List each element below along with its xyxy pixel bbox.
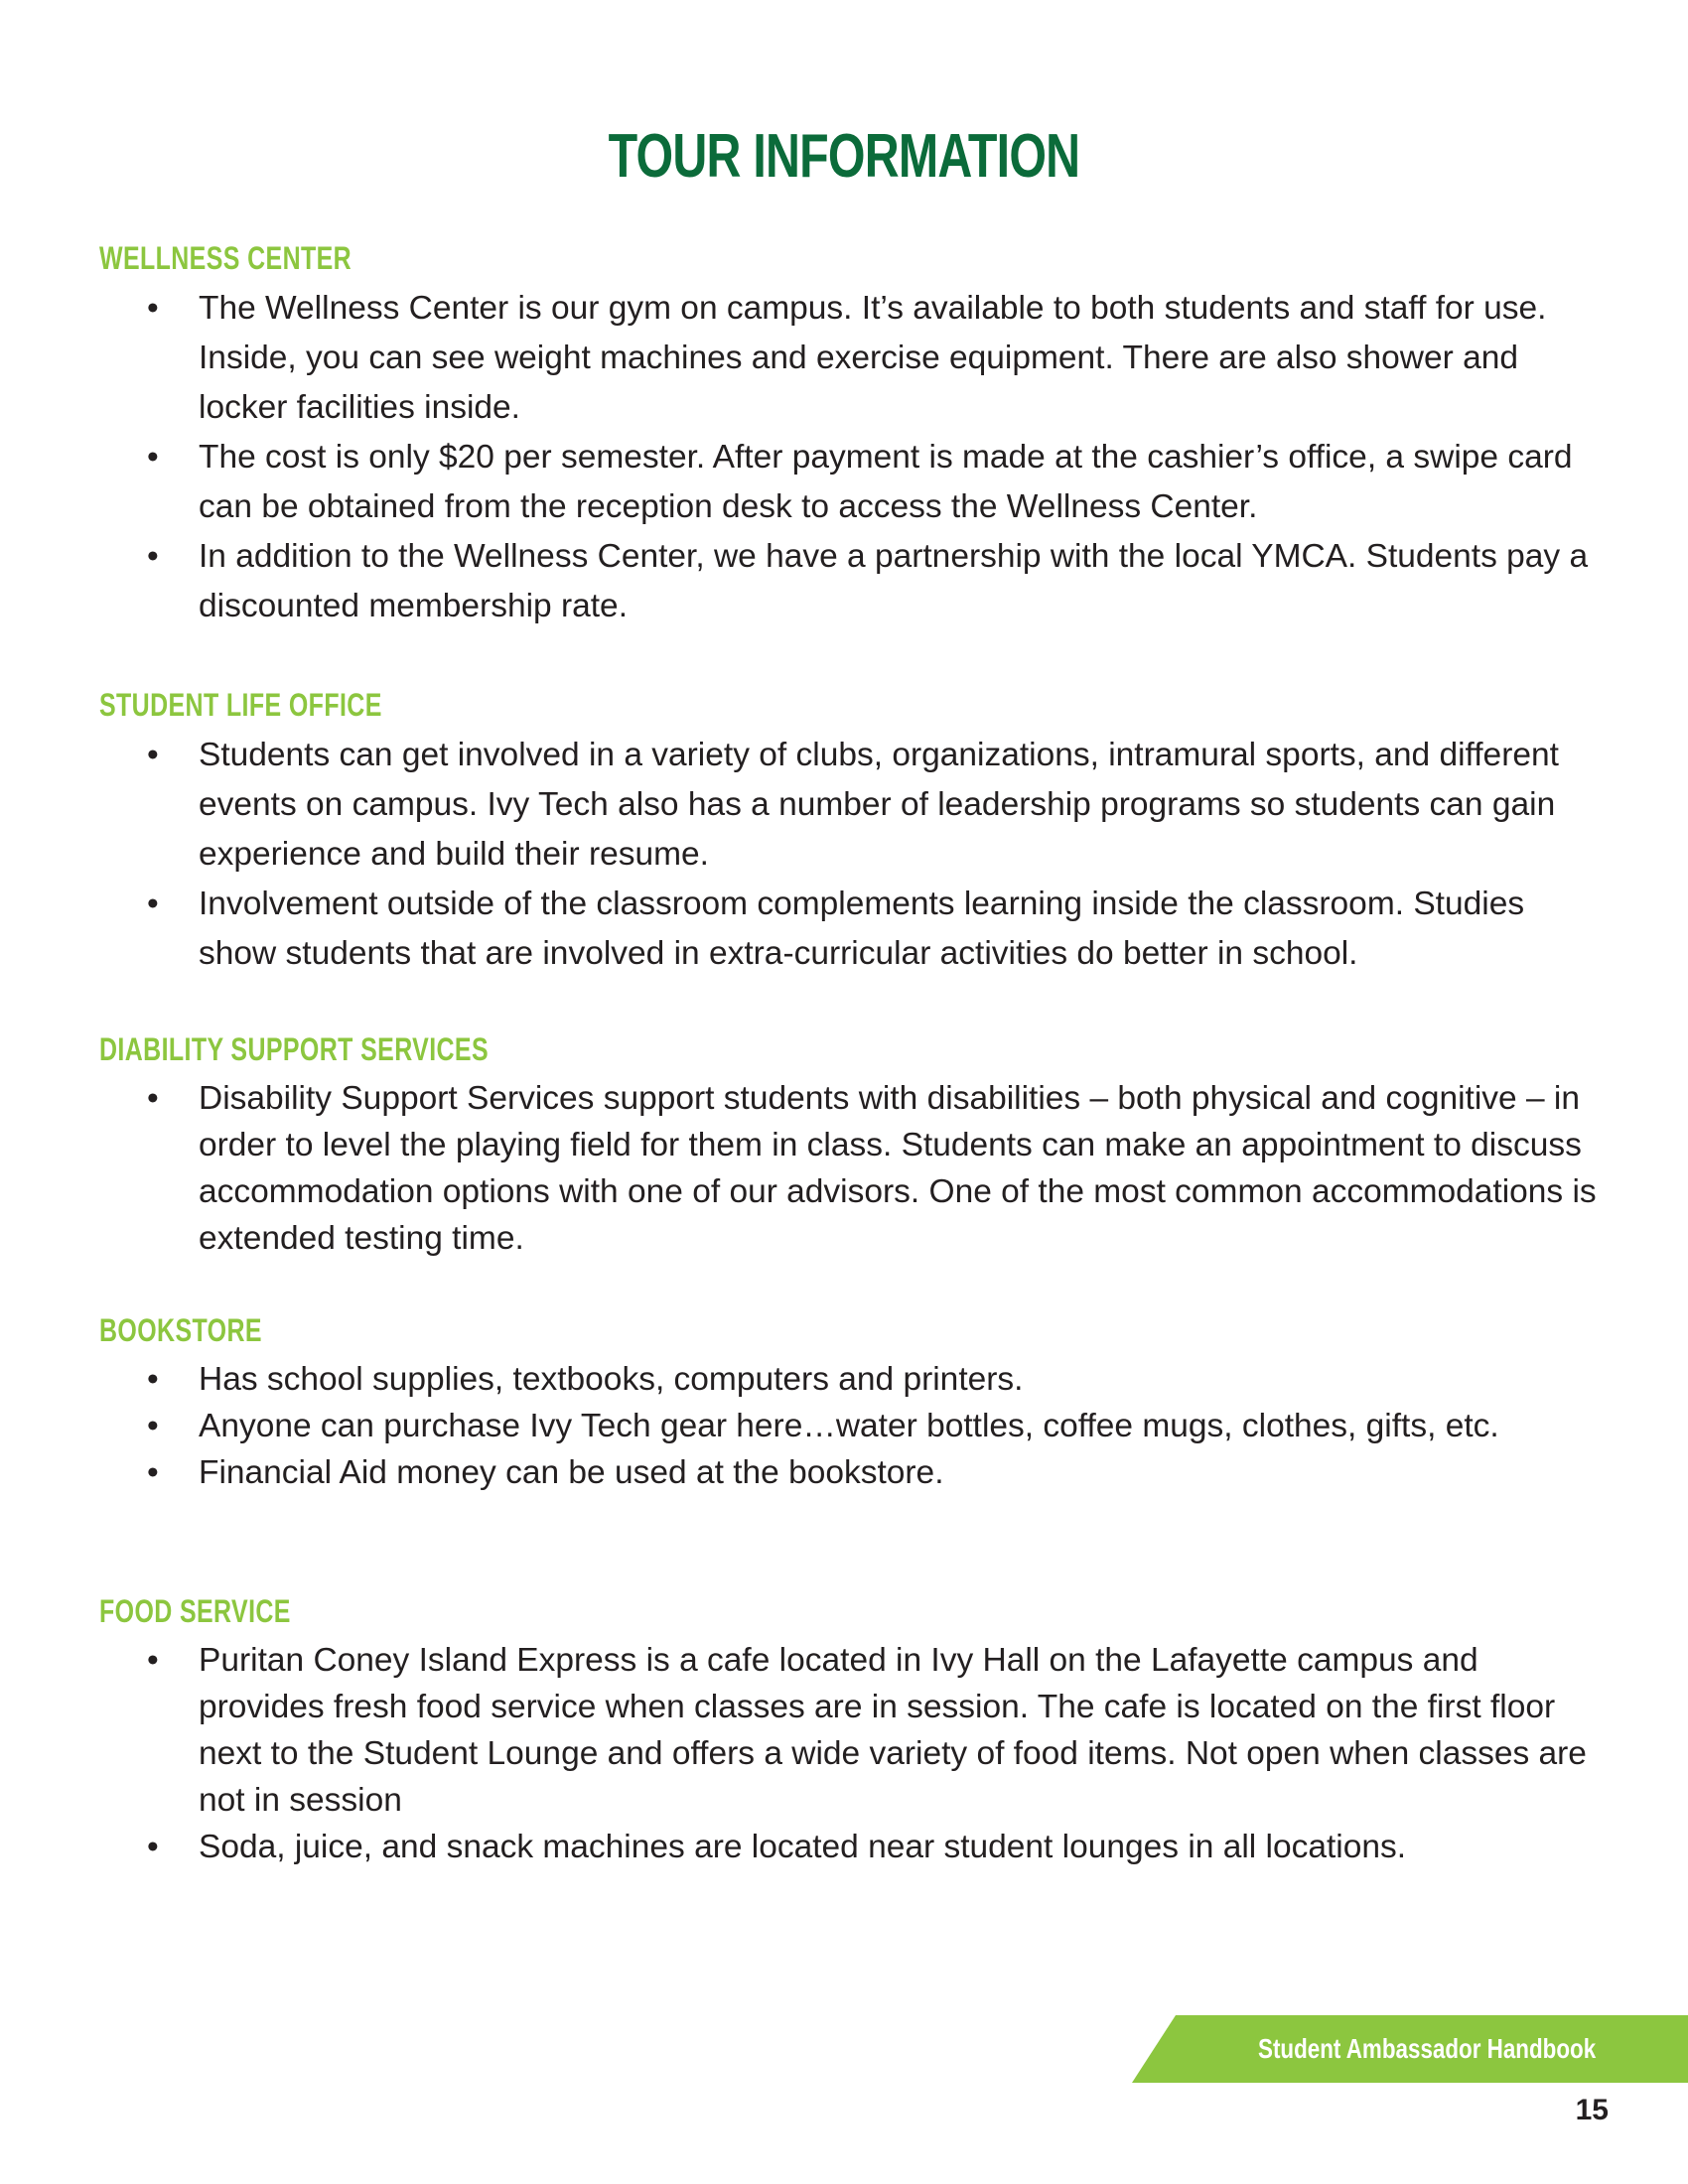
footer-label: Student Ambassador Handbook: [1258, 2033, 1597, 2064]
bullet-list: [99, 1075, 1609, 1262]
list-item-text: The cost is only $20 per semester. After payment is made at the cashier’s office, a swipe card can be obtained from the reception desk to access the Wellness Center.: [199, 439, 1573, 525]
bullet-icon: •: [147, 538, 159, 575]
bullet-icon: •: [147, 1361, 159, 1398]
section-heading: STUDENT LIFE OFFICE: [99, 687, 382, 723]
section-wellness-center: [99, 238, 1609, 631]
section-student-life-office: [99, 685, 1609, 979]
list-item-text: Anyone can purchase Ivy Tech gear here…water bottles, coffee mugs, clothes, gifts, etc.: [199, 1408, 1499, 1444]
list-item: [99, 532, 1609, 631]
bullet-icon: •: [147, 737, 159, 773]
list-item: [99, 1637, 1609, 1824]
list-item-text: Soda, juice, and snack machines are located near student lounges in all locations.: [199, 1829, 1407, 1865]
bullet-icon: •: [147, 1454, 159, 1491]
section-food-service: [99, 1591, 1609, 1870]
bullet-list: [99, 1356, 1609, 1496]
list-item-text: In addition to the Wellness Center, we have a partnership with the local YMCA. Students pay a discounted membership rate.: [199, 538, 1589, 624]
section-heading: BOOKSTORE: [99, 1312, 262, 1348]
list-item: [99, 880, 1609, 979]
bullet-icon: •: [147, 1642, 159, 1679]
list-item: [99, 284, 1609, 433]
list-item-text: Involvement outside of the classroom complements learning inside the classroom. Studies show students that are involved in extra-curricular activities do better in school.: [199, 886, 1525, 972]
section-heading: WELLNESS CENTER: [99, 240, 352, 276]
bullet-list: [99, 1637, 1609, 1870]
bullet-list: [99, 284, 1609, 631]
list-item-text: Has school supplies, textbooks, computers and printers.: [199, 1361, 1024, 1398]
list-item: [99, 1403, 1609, 1449]
list-item: [99, 1824, 1609, 1870]
section-heading: DIABILITY SUPPORT SERVICES: [99, 1031, 490, 1067]
list-item: [99, 731, 1609, 880]
bullet-icon: •: [147, 1829, 159, 1865]
list-item-text: The Wellness Center is our gym on campus. It’s available to both students and staff for use. Inside, you can see weight machines and exercise equipment. There are also shower and locker facilities inside.: [199, 290, 1547, 426]
list-item-text: Disability Support Services support students with disabilities – both physical and cognitive – in order to level the playing field for them in class. Students can make an appointment to discuss accommodation options with one of our advisors. One of the most common accommodations is extended testing time.: [199, 1080, 1597, 1257]
list-item-text: Students can get involved in a variety of clubs, organizations, intramural sports, and different events on campus. Ivy Tech also has a number of leadership programs so students can gain experience and build their resume.: [199, 737, 1559, 873]
list-item: [99, 1356, 1609, 1403]
list-item: [99, 1075, 1609, 1262]
page-title: TOUR INFORMATION: [608, 122, 1080, 191]
bullet-icon: •: [147, 1080, 159, 1117]
bullet-list: [99, 731, 1609, 979]
list-item-text: Puritan Coney Island Express is a cafe located in Ivy Hall on the Lafayette campus and provides fresh food service when classes are in session. The cafe is located on the first floor next to the Student Lounge and offers a wide variety of food items. Not open when classes are not in session: [199, 1642, 1587, 1819]
list-item: [99, 1449, 1609, 1496]
list-item: [99, 433, 1609, 532]
section-bookstore: [99, 1310, 1609, 1496]
list-item-text: Financial Aid money can be used at the bookstore.: [199, 1454, 944, 1491]
bullet-icon: •: [147, 290, 159, 327]
section-disability-support-services: [99, 1029, 1609, 1262]
bullet-icon: •: [147, 1408, 159, 1444]
section-heading: FOOD SERVICE: [99, 1593, 291, 1629]
bullet-icon: •: [147, 886, 159, 922]
bullet-icon: •: [147, 439, 159, 476]
page-number: 15: [1575, 2094, 1609, 2126]
